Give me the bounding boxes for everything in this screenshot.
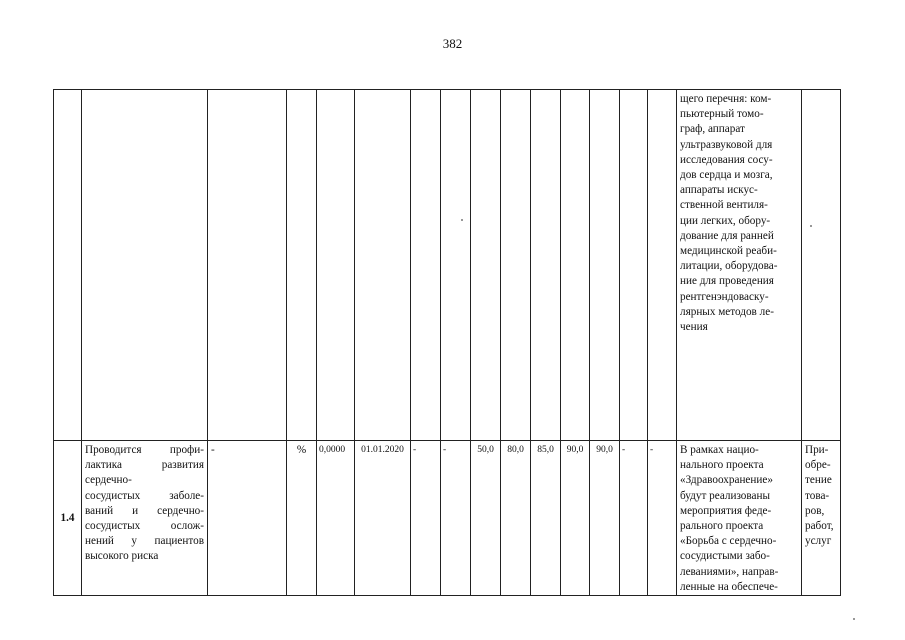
page-number: 382 bbox=[442, 36, 463, 51]
description-line: рального проекта bbox=[680, 520, 764, 533]
description-line: чения bbox=[680, 321, 708, 334]
name-line: сердечно- bbox=[85, 474, 132, 487]
last-col-line: услуг bbox=[805, 535, 832, 548]
last-col-line: При- bbox=[805, 444, 829, 456]
name-line: высокого риска bbox=[85, 550, 159, 563]
description-line: граф, аппарат bbox=[680, 123, 745, 136]
description-line: мероприятия феде- bbox=[680, 504, 772, 517]
row-base-date: 01.01.2020 bbox=[355, 441, 411, 596]
row-year-9: - bbox=[648, 441, 677, 596]
name-line: ваний и сердечно- bbox=[85, 504, 204, 517]
cell-base-date bbox=[355, 90, 411, 441]
description-line: леваниями», направ- bbox=[680, 565, 779, 578]
description-line: «Здравоохранение» bbox=[680, 474, 773, 487]
row-name bbox=[82, 441, 208, 596]
indicators-table bbox=[53, 89, 841, 596]
row-last bbox=[802, 441, 841, 596]
row-year-4: 80,0 bbox=[501, 441, 531, 596]
description-line: «Борьба с сердечно- bbox=[680, 535, 777, 548]
description-line: сосудистыми забо- bbox=[680, 550, 770, 563]
table-row-continued bbox=[54, 90, 841, 441]
cell-last bbox=[802, 90, 841, 441]
description-line: ние для проведения bbox=[680, 275, 774, 288]
cell-year-1 bbox=[411, 90, 441, 441]
name-line: сосудистых заболе- bbox=[85, 489, 204, 502]
last-col-line: работ, bbox=[805, 520, 834, 533]
description-line: дов сердца и мозга, bbox=[680, 169, 773, 182]
description-line: исследования сосу- bbox=[680, 153, 773, 166]
cell-number bbox=[54, 90, 82, 441]
cell-name bbox=[82, 90, 208, 441]
row-description bbox=[677, 441, 802, 596]
cell-year-4 bbox=[501, 90, 531, 441]
last-col-line: ров, bbox=[805, 504, 825, 517]
name-line: сосудистых ослож- bbox=[85, 520, 204, 533]
row-year-1: - bbox=[411, 441, 441, 596]
description-line: литации, оборудова- bbox=[680, 260, 778, 273]
row-year-7: 90,0 bbox=[590, 441, 620, 596]
description-line: дование для ранней bbox=[680, 229, 774, 242]
row-base-value: 0,0000 bbox=[317, 441, 355, 596]
cell-description bbox=[677, 90, 802, 441]
last-col-line: обре- bbox=[805, 459, 831, 472]
row-number: 1.4 bbox=[54, 441, 82, 596]
description-line: будут реализованы bbox=[680, 489, 771, 502]
cell-year-7 bbox=[590, 90, 620, 441]
row-year-3: 50,0 bbox=[471, 441, 501, 596]
last-col-line: тение bbox=[805, 474, 832, 487]
description-line: ультразвуковой для bbox=[680, 138, 773, 151]
description-line: пьютерный томо- bbox=[680, 108, 764, 121]
description-line: нального проекта bbox=[680, 459, 764, 472]
description-line: щего перечня: ком- bbox=[680, 93, 772, 105]
cell-year-2 bbox=[441, 90, 471, 441]
cell-col3 bbox=[208, 90, 287, 441]
scan-speck bbox=[810, 225, 812, 227]
description-line: аппараты искус- bbox=[680, 184, 758, 197]
row-unit: % bbox=[287, 441, 317, 596]
description-line: В рамках нацио- bbox=[680, 444, 759, 456]
cell-base-value bbox=[317, 90, 355, 441]
description-line: рентгенэндоваску- bbox=[680, 290, 769, 303]
last-col-line: това- bbox=[805, 489, 830, 502]
description-line: ции легких, обору- bbox=[680, 214, 771, 227]
name-line: нений у пациентов bbox=[85, 535, 204, 548]
row-year-2: - bbox=[441, 441, 471, 596]
cell-year-8 bbox=[620, 90, 648, 441]
cell-year-6 bbox=[561, 90, 590, 441]
row-year-5: 85,0 bbox=[531, 441, 561, 596]
cell-year-5 bbox=[531, 90, 561, 441]
row-year-8: - bbox=[620, 441, 648, 596]
cell-year-9 bbox=[648, 90, 677, 441]
scan-speck bbox=[853, 618, 855, 620]
name-line: лактика развития bbox=[85, 459, 204, 472]
description-line: ленные на обеспече- bbox=[680, 580, 778, 593]
description-line: ственной вентиля- bbox=[680, 199, 768, 212]
description-line: медицинской реаби- bbox=[680, 245, 777, 258]
table-row-1-4 bbox=[54, 441, 841, 596]
row-col3: - bbox=[208, 441, 287, 596]
description-line: лярных методов ле- bbox=[680, 305, 774, 318]
cell-year-3 bbox=[471, 90, 501, 441]
cell-unit bbox=[287, 90, 317, 441]
row-year-6: 90,0 bbox=[561, 441, 590, 596]
name-line: Проводится профи- bbox=[85, 444, 204, 456]
scan-speck bbox=[461, 219, 463, 221]
